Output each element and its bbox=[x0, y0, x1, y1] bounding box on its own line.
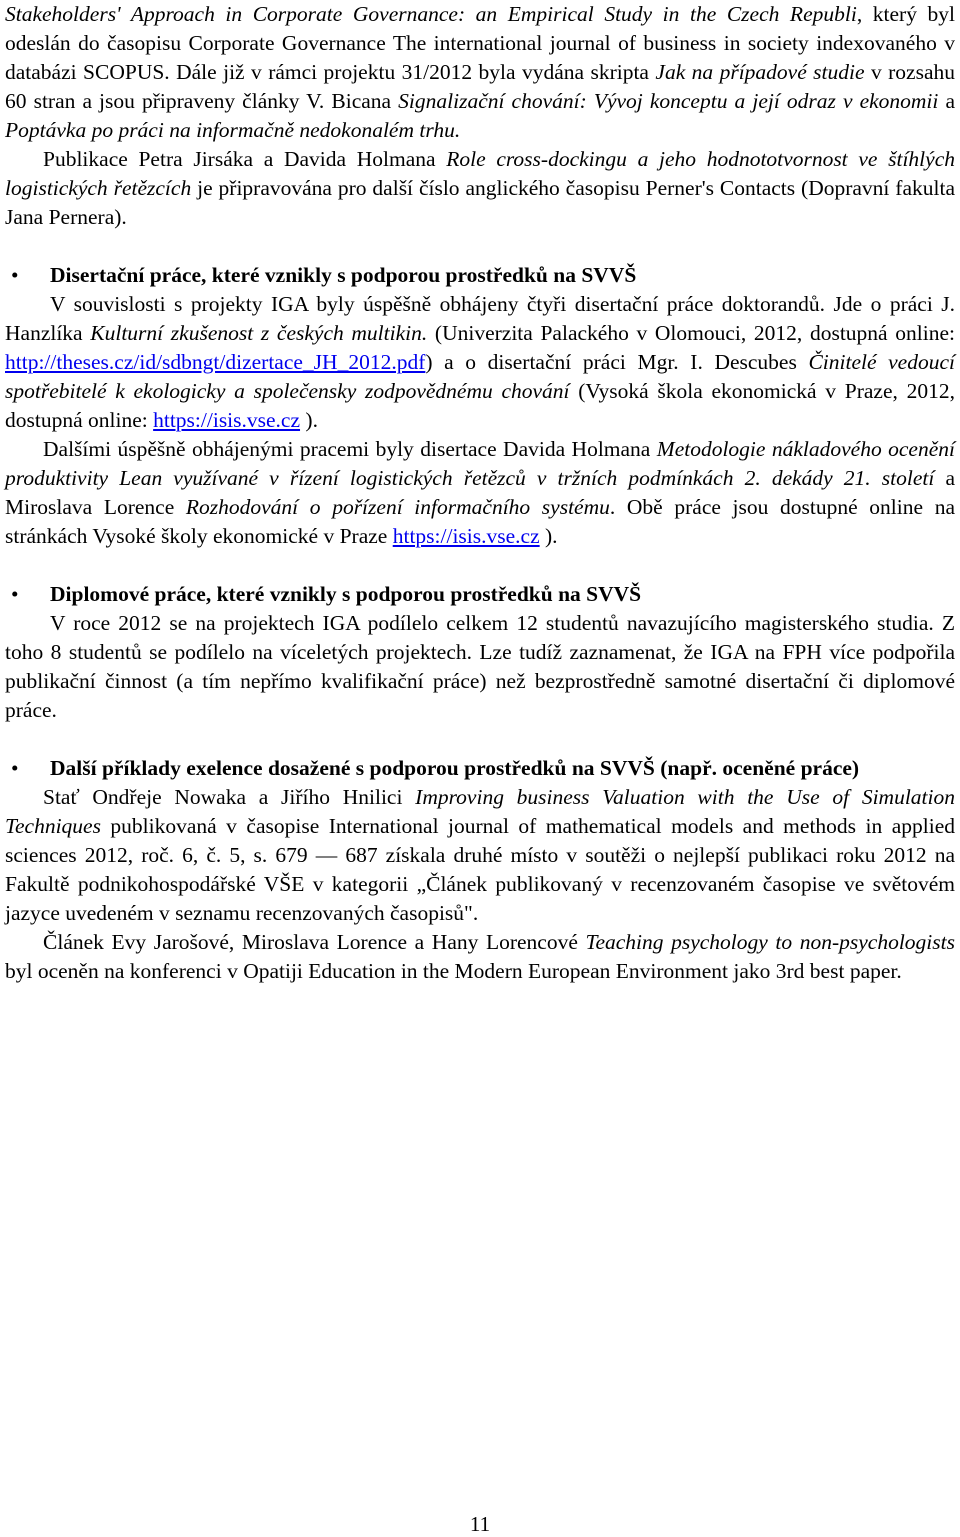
document-body bbox=[5, 0, 955, 986]
text: (Vysoká škola ekonomická v Praze, 2012, dostupná online: bbox=[5, 379, 955, 432]
page-number: 11 bbox=[469, 1512, 491, 1536]
publication-paragraph bbox=[5, 145, 955, 232]
text: je připravována pro další číslo anglického časopisu Perner's Contacts (Dopravní fakulta Jana Pernera). bbox=[5, 176, 955, 229]
text: byl oceněn na konferenci v Opatiji Education in the Modern European Environment jako 3rd best paper. bbox=[5, 959, 902, 983]
heading-text: Disertační práce, které vznikly s podporou prostředků na SVVŠ bbox=[50, 263, 637, 287]
text: ). bbox=[539, 524, 558, 548]
excellence-paragraph-2 bbox=[5, 928, 955, 986]
text: V souvislosti s projekty IGA byly úspěšně obhájeny čtyři disertační práce doktorandů. Jde o práci J. Hanzlíka bbox=[5, 292, 955, 345]
isis-link[interactable]: https://isis.vse.cz bbox=[153, 408, 301, 432]
dissertations-paragraph-1 bbox=[5, 290, 955, 435]
intro-paragraph bbox=[5, 0, 955, 145]
italic-title: Role cross-dockingu a jeho hodnototvornost ve štíhlých logistických řetězcích bbox=[5, 147, 955, 200]
thesis-link[interactable]: http://theses.cz/id/sdbngt/dizertace_JH_2012.pdf bbox=[5, 350, 426, 374]
text: Dalšími úspěšně obhájenými pracemi byly disertace Davida Holmana bbox=[43, 437, 657, 461]
text: Stať Ondřeje Nowaka a Jiřího Hnilici bbox=[43, 785, 416, 809]
italic-title: Poptávka po práci na informačně nedokonalém trhu. bbox=[5, 118, 461, 142]
text: V roce 2012 se na projektech IGA podílelo celkem 12 studentů navazujícího magisterského studia. Z toho 8 studentů se podílelo na víceletých projektech. Lze tudíž zaznamenat, že IGA na FPH více podpořila publikační činnost (a tím nepřímo kvalifikační práce) než bezprostředně samotné disertační či diplomové práce. bbox=[5, 611, 955, 722]
bullet-icon: • bbox=[11, 263, 19, 287]
isis-link[interactable]: https://isis.vse.cz bbox=[392, 524, 540, 548]
italic-title: Stakeholders' Approach in Corporate Governance: an Empirical Study in the Czech Republi bbox=[5, 2, 857, 26]
italic-title: Teaching psychology to non-psychologists bbox=[585, 930, 955, 954]
italic-title: Improving business Valuation with the Use of Simulation Techniques bbox=[5, 785, 955, 838]
text: a bbox=[938, 89, 955, 113]
text: ) a o disertační práci Mgr. I. Descubes bbox=[425, 350, 809, 374]
bullet-icon: • bbox=[11, 582, 19, 606]
italic-title: Činitelé vedoucí spotřebitelé k ekologicky a společensky zodpovědnému chování bbox=[5, 350, 955, 403]
section-heading-excellence bbox=[5, 754, 955, 783]
italic-title: Jak na případové studie bbox=[655, 60, 865, 84]
diploma-paragraph bbox=[5, 609, 955, 725]
italic-title: Metodologie nákladového ocenění produktivity Lean využívané v řízení logistických řetězců v tržních podmínkách 2. dekády 21. století bbox=[5, 437, 955, 490]
text: Publikace Petra Jirsáka a Davida Holmana bbox=[43, 147, 447, 171]
text: ). bbox=[300, 408, 318, 432]
text: a Miroslava Lorence bbox=[5, 466, 955, 519]
italic-title: Signalizační chování: Vývoj konceptu a její odraz v ekonomii bbox=[398, 89, 939, 113]
dissertations-paragraph-2 bbox=[5, 435, 955, 551]
excellence-paragraph-1 bbox=[5, 783, 955, 928]
italic-title: Kulturní zkušenost z českých multikin. bbox=[90, 321, 428, 345]
italic-title: Rozhodování o pořízení informačního systému bbox=[185, 495, 610, 519]
text: v rozsahu 60 stran a jsou připraveny články V. Bicana bbox=[5, 60, 956, 113]
text: (Univerzita Palackého v Olomouci, 2012, dostupná online: bbox=[427, 321, 955, 345]
heading-text: Diplomové práce, které vznikly s podporou prostředků na SVVŠ bbox=[50, 582, 642, 606]
bullet-icon: • bbox=[11, 756, 19, 780]
section-heading-diploma bbox=[5, 580, 955, 609]
text: Článek Evy Jarošové, Miroslava Lorence a Hany Lorencové bbox=[43, 930, 586, 954]
text: . Obě práce jsou dostupné online na stránkách Vysoké školy ekonomické v Praze bbox=[5, 495, 955, 548]
heading-text: Další příklady exelence dosažené s podporou prostředků na SVVŠ (např. oceněné práce) bbox=[50, 756, 860, 780]
text: , který byl odeslán do časopisu Corporate Governance The international journal of business in society indexovaného v databázi SCOPUS. Dále již v rámci projektu 31/2012 byla vydána skripta bbox=[5, 2, 955, 84]
text: publikovaná v časopise International journal of mathematical models and methods in applied sciences 2012, roč. 6, č. 5, s. 679 — 687 získala druhé místo v soutěži o nejlepší publikaci roku 2012 na Fakultě podnikohospodářské VŠE v kategorii „Článek publikovaný v recenzovaném časopise ve světovém jazyce uvedeném v seznamu recenzovaných časopisů". bbox=[5, 814, 955, 925]
section-heading-dissertations bbox=[5, 261, 955, 290]
